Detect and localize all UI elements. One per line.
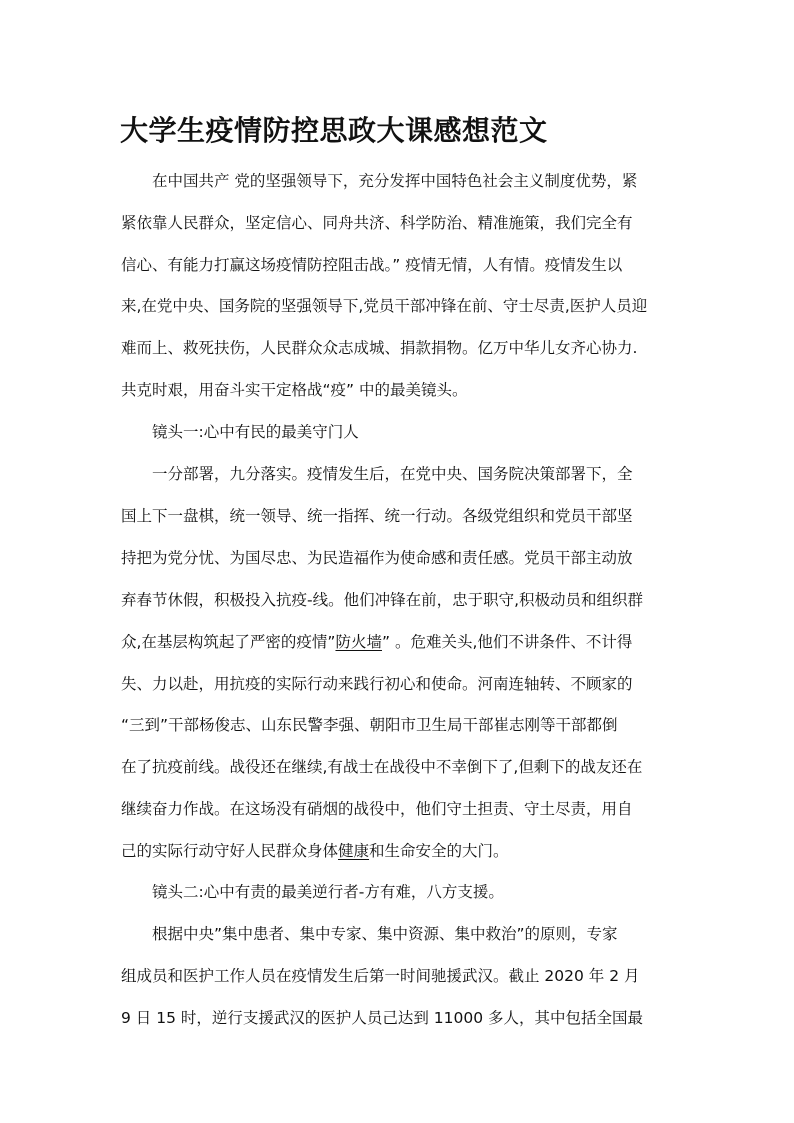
document-title: 大学生疫情防控思政大课感想范文 (120, 114, 548, 147)
paragraph-line (121, 840, 681, 862)
paragraph-line: 在了抗疫前线。战役还在继续,有战士在战役中不幸倒下了,但剩下的战友还在 (121, 758, 643, 776)
paragraph-line: 紧依靠人民群众，坚定信心、同舟共济、科学防治、精准施策，我们完全有 (121, 214, 633, 232)
paragraph-line: 信心、有能力打赢这场疫情防控阻击战。” 疫情无情，人有情。疫情发生以 (121, 256, 623, 274)
section-heading-2: 镜头二:心中有责的最美逆行者-方有难，八方支援。 (152, 883, 504, 901)
paragraph-line: 根据中央”集中患者、集中专家、集中资源、集中救治”的原则，专家 (152, 925, 618, 943)
line-segment: 和生命安全的大门。 (369, 842, 509, 860)
line-segment: 己的实际行动守好人民群众身体 (121, 842, 339, 860)
paragraph-line: 难而上、救死扶伤，人民群众众志成城、捐款捐物。亿万中华儿女齐心协力. (121, 339, 638, 357)
paragraph-line: 失、力以赴，用抗疫的实际行动来践行初心和使命。河南连轴转、不顾家的 (121, 675, 633, 693)
line-segment: 众,在基层构筑起了严密的疫情” (121, 633, 336, 651)
paragraph-line: 在中国共产 党的坚强领导下，充分发挥中国特色社会主义制度优势，紧 (152, 172, 638, 190)
paragraph-line: 持把为党分忧、为国尽忠、为民造福作为使命感和责任感。党员干部主动放 (121, 549, 633, 567)
paragraph-line: 一分部署，九分落实。疫情发生后，在党中央、国务院决策部署下，全 (152, 465, 633, 483)
paragraph-line: 共克时艰，用奋斗实干定格战“疫” 中的最美镜头。 (121, 381, 468, 399)
line-segment: ” 。危难关头,他们不讲条件、不计得 (381, 633, 633, 651)
paragraph-line (121, 631, 681, 653)
paragraph-line: “三到”干部杨俊志、山东民警李强、朝阳市卫生局干部崔志刚等干部都倒 (121, 716, 618, 734)
health-underlined-text: 健康 (338, 842, 370, 860)
paragraph-line: 弃春节休假，积极投入抗疫-线。他们冲锋在前，忠于职守,积极动员和组织群 (121, 591, 644, 609)
paragraph-line: 继续奋力作战。在这场没有硝烟的战役中，他们守土担责、守土尽责，用自 (121, 800, 633, 818)
firewall-underlined-text: 防火墙 (335, 633, 382, 651)
paragraph-line: 组成员和医护工作人员在疫情发生后第一时间驰援武汉。截止 2020 年 2 月 (121, 967, 640, 985)
section-heading-1: 镜头一:心中有民的最美守门人 (152, 423, 359, 441)
paragraph-line: 国上下一盘棋，统一领导、统一指挥、统一行动。各级党组织和党员干部坚 (121, 507, 633, 525)
paragraph-line: 来,在党中央、国务院的坚强领导下,党员干部冲锋在前、守士尽责,医护人员迎 (121, 297, 648, 315)
paragraph-line: 9 日 15 时，逆行支援武汉的医护人员己达到 11000 多人，其中包括全国最 (121, 1009, 644, 1027)
